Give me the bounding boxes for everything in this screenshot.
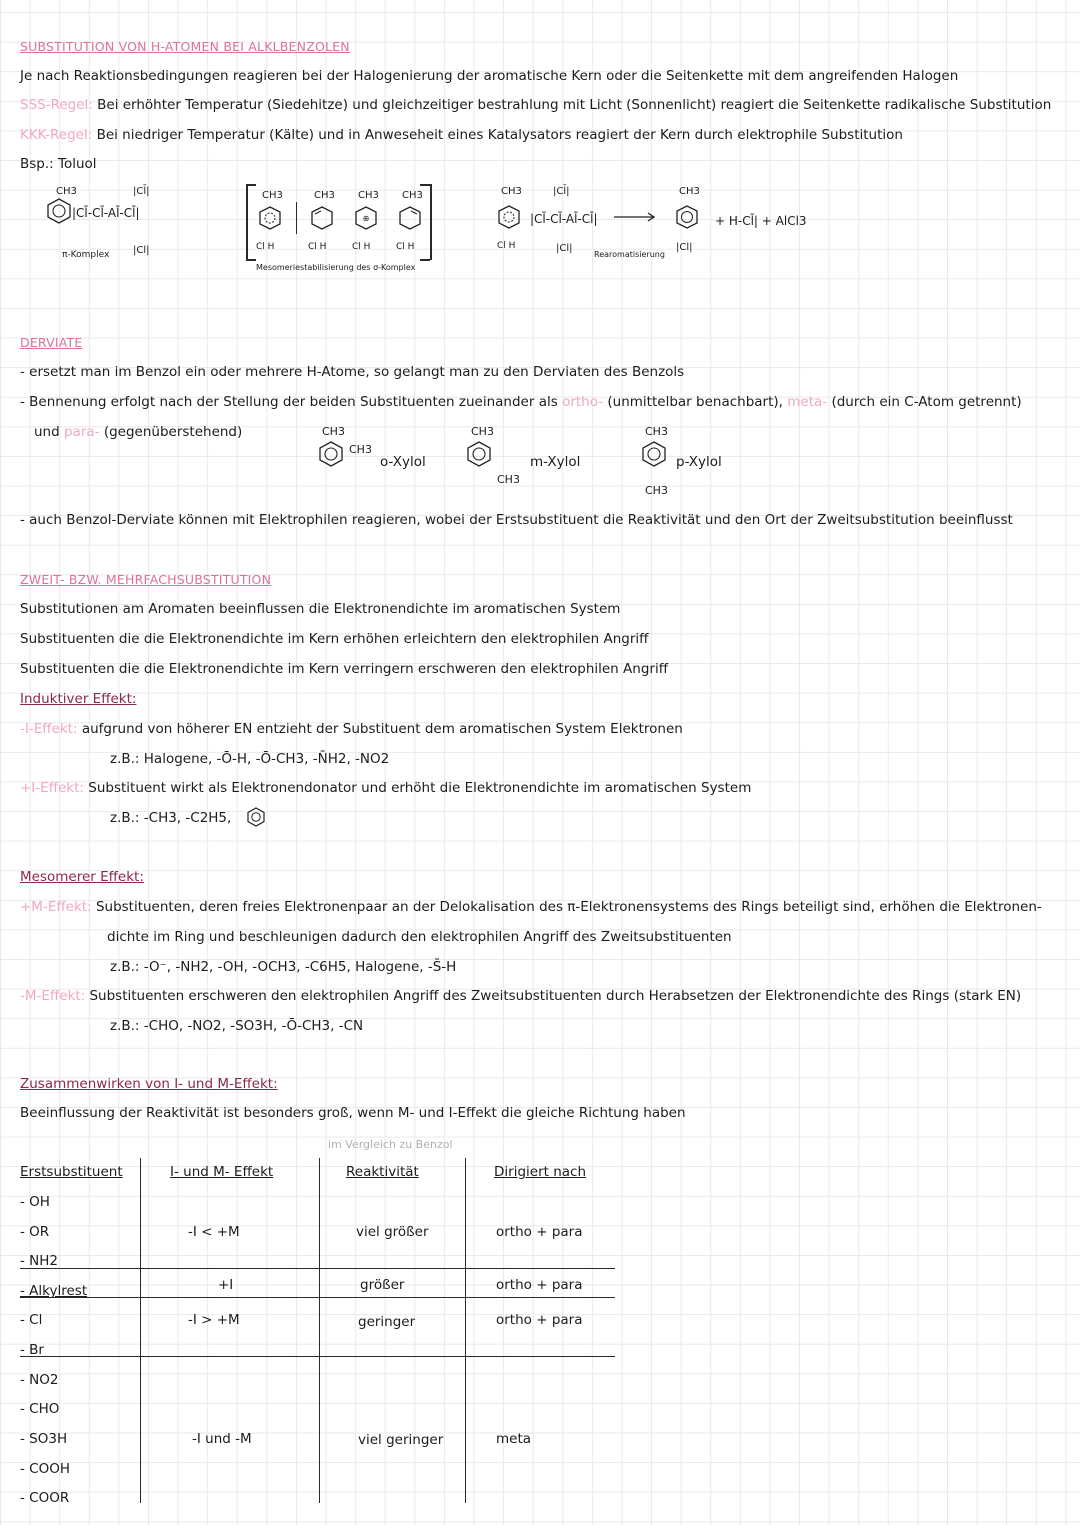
plus-m-examples: z.B.: -O⁻, -NH2, -OH, -OCH3, -C6H5, Halogene, -S̄-H — [110, 959, 457, 975]
ortho-desc: (unmittelbar benachbart), — [607, 394, 783, 410]
table-row-line — [20, 1356, 615, 1357]
ch3-label: CH3 — [349, 443, 372, 456]
sss-rule — [20, 96, 1051, 114]
ch3-label: CH3 — [645, 425, 668, 438]
cl-h-label: Cl H — [352, 242, 371, 252]
cl-h-label: Cl H — [256, 242, 275, 252]
table-row-line — [20, 1268, 615, 1269]
para-term: para- — [63, 424, 100, 440]
induktiv-heading: Induktiver Effekt: — [20, 691, 137, 707]
mesomer-heading: Mesomerer Effekt: — [20, 869, 144, 885]
lewis-acid-complex: |Cl̄-Cl̄-Al̄-Cl̄| — [72, 206, 140, 220]
effect-cell: +I — [218, 1277, 234, 1293]
zweit-line-2: Substituenten die die Elektronendichte im Kern erhöhen erleichtern den elektrophilen Angriff — [20, 631, 649, 647]
heading-zweitsubstitution: ZWEIT- BZW. MEHRFACHSUBSTITUTION — [20, 572, 272, 587]
plus-i-label: +I-Effekt: — [20, 780, 84, 796]
table-row-line — [20, 1297, 615, 1298]
table-col-line — [319, 1158, 320, 1503]
substituent: - Alkylrest — [20, 1283, 88, 1299]
substituent: - SO3H — [20, 1431, 68, 1447]
plus-i-examples: z.B.: -CH3, -C2H5, — [110, 810, 232, 826]
pi-complex-label: π-Komplex — [62, 250, 110, 260]
sigma-ring-4 — [398, 206, 422, 230]
reaction-arrow — [614, 212, 658, 222]
derivate-line-3 — [34, 423, 242, 441]
p-xylol-label — [676, 453, 722, 471]
sigma-ring-2 — [310, 206, 334, 230]
cl-bottom-label: |Cl| — [133, 245, 150, 256]
reactivity-cell: geringer — [358, 1314, 416, 1330]
kkk-text: Bei niedriger Temperatur (Kälte) und in Anweseheit eines Katalysators reagiert der Kern durch elektrophile Substitution — [96, 127, 903, 143]
example-label: Bsp.: Toluol — [20, 156, 97, 172]
substituent: - NH2 — [20, 1253, 59, 1269]
minus-i-text: aufgrund von höherer EN entzieht der Substituent dem aromatischen System Elektronen — [81, 721, 683, 737]
plus-m-effekt — [20, 898, 1042, 916]
cl-product-label: |Cl| — [676, 242, 693, 253]
direction-cell: ortho + para — [496, 1277, 583, 1293]
kkk-rule — [20, 126, 903, 144]
para-desc: (gegenüberstehend) — [103, 424, 243, 440]
bracket-right — [430, 184, 432, 260]
o-xylol-text: o-Xylol — [380, 454, 426, 470]
meta-desc: (durch ein C-Atom getrennt) — [831, 394, 1022, 410]
m-xylol-label — [530, 453, 580, 471]
heading-substitution: SUBSTITUTION VON H-ATOMEN BEI ALKLBENZOLEN — [20, 39, 350, 54]
ch3-label: CH3 — [402, 190, 423, 201]
ch3-label: CH3 — [262, 190, 283, 201]
alcl4-anion: |Cl̄-Cl̄-Al̄-Cl̄| — [530, 212, 598, 226]
mesomerie-label: Mesomeriestabilisierung des σ-Komplex — [256, 263, 416, 272]
reactivity-cell: größer — [360, 1277, 405, 1293]
effect-cell: -I > +M — [188, 1312, 240, 1328]
plus-i-text: Substituent wirkt als Elektronendonator und erhöht die Elektronendichte im aromatischen System — [88, 780, 752, 796]
derivate-line-4: - auch Benzol-Derviate können mit Elektrophilen reagieren, wobei der Erstsubstituent die Reaktivität und den Ort der Zweitsubstitution beeinflusst — [20, 512, 1013, 528]
derivate-line-2 — [20, 393, 1022, 411]
minus-m-text: Substituenten erschweren den elektrophilen Angriff des Zweitsubstituenten durch Herabsetzen der Elektronendichte des Rings (stark EN) — [89, 988, 1022, 1004]
intro-text: Je nach Reaktionsbedingungen reagieren bei der Halogenierung der aromatische Kern oder die Seitenkette mit dem angreifenden Halogen — [20, 68, 959, 84]
cl-top-label: |Cl̄| — [553, 186, 570, 197]
product-ring — [675, 205, 699, 229]
p-xylol-ring — [641, 441, 667, 467]
bracket-left — [246, 184, 248, 260]
effect-cell: -I und -M — [192, 1431, 252, 1447]
direction-cell: meta — [496, 1431, 532, 1447]
minus-m-effekt — [20, 987, 1021, 1005]
derivate-line-1: - ersetzt man im Benzol ein oder mehrere H-Atome, so gelangt man zu den Derviaten des Benzols — [20, 364, 685, 380]
ch3-label: CH3 — [497, 473, 520, 486]
header-effekt: I- und M- Effekt — [170, 1164, 274, 1180]
sigma-ring-1 — [258, 206, 282, 230]
minus-i-label: -I-Effekt: — [20, 721, 78, 737]
zweit-line-3: Substituenten die die Elektronendichte im Kern verringern erschweren den elektrophilen Angriff — [20, 661, 668, 677]
ch3-label: CH3 — [645, 484, 668, 497]
o-xylol-label — [380, 453, 426, 471]
svg-text:⊕: ⊕ — [362, 214, 370, 223]
reactivity-cell: viel größer — [356, 1224, 429, 1240]
cl-bottom-label: |Cl| — [556, 243, 573, 254]
zweit-line-1: Substitutionen am Aromaten beeinflussen die Elektronendichte im aromatischen System — [20, 601, 621, 617]
table-col-line — [465, 1158, 466, 1503]
direction-cell: ortho + para — [496, 1312, 583, 1328]
byproducts: + H-Cl̄| + AlCl3 — [715, 214, 807, 228]
substituent: - Br — [20, 1342, 44, 1358]
header-reaktivitaet: Reaktivität — [346, 1164, 419, 1180]
substituent: - OR — [20, 1224, 50, 1240]
kkk-label: KKK-Regel: — [20, 127, 93, 143]
ch3-label: CH3 — [679, 186, 700, 197]
minus-i-effekt — [20, 720, 683, 738]
ch3-label: CH3 — [314, 190, 335, 201]
heading-derivate: DERVIATE — [20, 335, 83, 350]
ch3-label: CH3 — [358, 190, 379, 201]
minus-m-examples: z.B.: -CHO, -NO2, -SO3H, -Ō-CH3, -CN — [110, 1018, 364, 1034]
divider — [296, 202, 297, 234]
o-xylol-ring — [318, 441, 344, 467]
cl-h-label: Cl H — [308, 242, 327, 252]
substituent: - CHO — [20, 1401, 60, 1417]
substituent: - NO2 — [20, 1372, 59, 1388]
m-xylol-text: m-Xylol — [530, 454, 581, 470]
ch3-label: CH3 — [56, 186, 77, 197]
sigma-ring-5 — [497, 205, 521, 229]
toluene-ring — [46, 198, 72, 224]
plus-i-effekt — [20, 779, 751, 797]
cl-h-label: Cl H — [396, 242, 415, 252]
substituent: - COOH — [20, 1461, 70, 1477]
minus-i-examples: z.B.: Halogene, -Ō-H, -Ō-CH3, -N̄H2, -NO2 — [110, 751, 390, 767]
header-erstsubstituent: Erstsubstituent — [20, 1164, 123, 1180]
direction-cell: ortho + para — [496, 1224, 583, 1240]
header-dirigiert: Dirigiert nach — [494, 1164, 587, 1180]
plus-m-text: Substituenten, deren freies Elektronenpaar an der Delokalisation des π-Elektronensystems des Rings beteiligt sind, erhöhen die Elektronen- — [95, 899, 1042, 915]
effect-cell: -I < +M — [188, 1224, 240, 1240]
plus-m-label: +M-Effekt: — [20, 899, 92, 915]
rearomatisierung-label: Rearomatisierung — [594, 250, 665, 259]
sss-text: Bei erhöhter Temperatur (Siedehitze) und gleichzeitiger bestrahlung mit Licht (Sonnenlicht) reagiert die Seitenkette radikalische Substitution — [97, 97, 1052, 113]
cl-top-label: |Cl̄| — [133, 186, 150, 197]
cl-h-label: Cl H — [497, 241, 516, 251]
sss-label: SSS-Regel: — [20, 97, 93, 113]
plus-m-text-2: dichte im Ring und beschleunigen dadurch den elektrophilen Angriff des Zweitsubstituenten — [107, 929, 732, 945]
ch3-label: CH3 — [471, 425, 494, 438]
table-col-line — [140, 1158, 141, 1503]
zusammenwirken-heading: Zusammenwirken von I- und M-Effekt: — [20, 1076, 278, 1092]
ortho-term: ortho- — [562, 394, 604, 410]
p-xylol-text: p-Xylol — [676, 454, 722, 470]
substituent: - OH — [20, 1194, 50, 1210]
phenyl-ring-icon — [246, 806, 266, 828]
ch3-label: CH3 — [501, 186, 522, 197]
substituent: - COOR — [20, 1490, 70, 1506]
meta-term: meta- — [787, 394, 828, 410]
sigma-ring-3 — [354, 206, 378, 230]
m-xylol-ring — [466, 441, 492, 467]
naming-text: - Bennenung erfolgt nach der Stellung der beiden Substituenten zueinander als — [20, 394, 558, 410]
und-word: und — [34, 424, 60, 440]
ch3-label: CH3 — [322, 425, 345, 438]
comparison-note: im Vergleich zu Benzol — [328, 1138, 453, 1151]
zusammenwirken-line: Beeinflussung der Reaktivität ist besonders groß, wenn M- und I-Effekt die gleiche Richtung haben — [20, 1105, 686, 1121]
minus-m-label: -M-Effekt: — [20, 988, 86, 1004]
reactivity-cell: viel geringer — [358, 1432, 444, 1448]
substituent: - Cl — [20, 1312, 43, 1328]
